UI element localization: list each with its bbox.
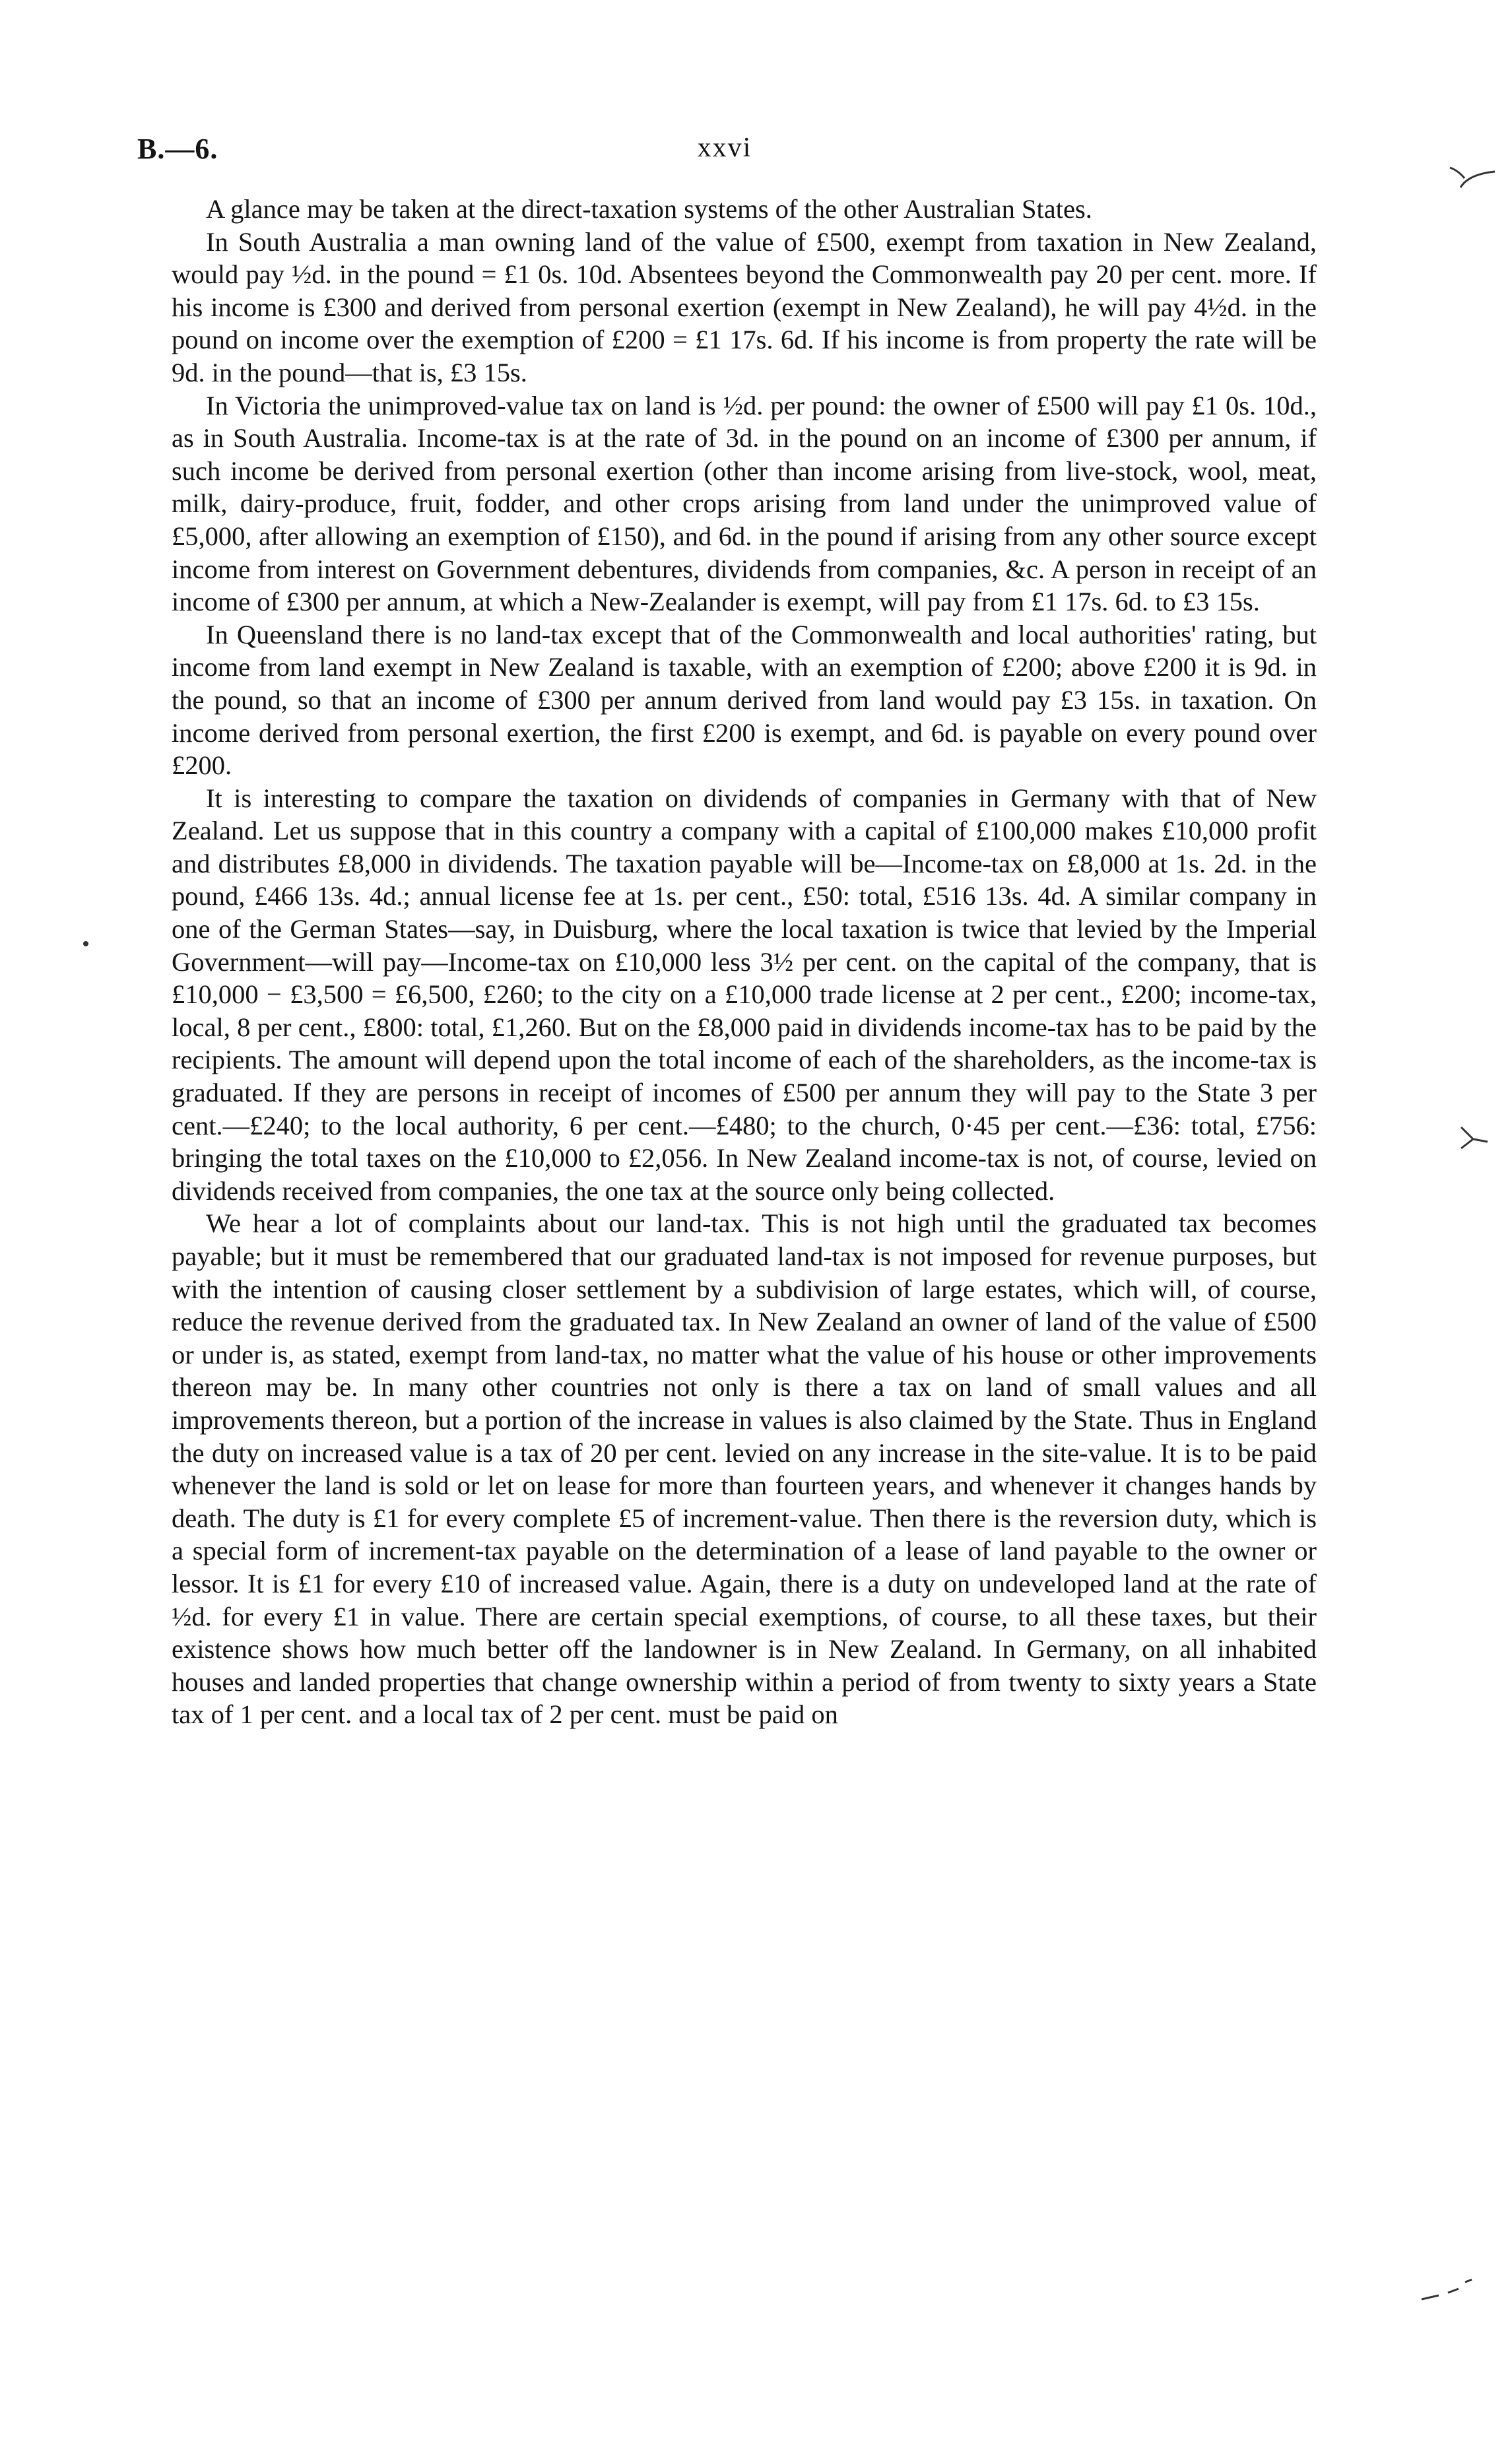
margin-dash-mark [1419, 2270, 1478, 2310]
margin-scribble-mark [1449, 158, 1508, 211]
paragraph-queensland: In Queensland there is no land-tax except that of the Commonwealth and local authorities' rating, but income from land exempt in New Zealand is taxable, with an exemption of £200; above £200 it is 9d. in the pound, so that an income of £300 per annum derived from land would pay £3 15s. in taxation. On income derived from personal exertion, the first £200 is exempt, and 6d. is payable on every pound over £200. [172, 619, 1317, 781]
paragraph-land-tax: We hear a lot of complaints about our land-tax. This is not high until the graduated tax becomes payable; but it must be remembered that our graduated land-tax is not imposed for revenue purposes, but with the intention of causing closer settlement by a subdivision of large estates, which will, of course, reduce the revenue derived from the graduated tax. In New Zealand an owner of land of the value of £500 or under is, as stated, exempt from land-tax, no matter what the value of his house or other improvements thereon may be. In many other countries not only is there a tax on land of small values and all improvements thereon, but a portion of the increase in values is also claimed by the State. Thus in England the duty on increased value is a tax of 20 per cent. levied on any increase in the site-value. It is to be paid whenever the land is sold or let on lease for more than fourteen years, and whenever it changes hands by death. The duty is £1 for every complete £5 of increment-value. Then there is the reversion duty, which is a special form of increment-tax payable on the determination of a lease of land payable to the owner or lessor. It is £1 for every £10 of increased value. Again, there is a duty on undeveloped land at the rate of ½d. for every £1 in value. There are certain special exemptions, of course, to all these taxes, but their existence shows how much better off the landowner is in New Zealand. In Germany, on all inhabited houses and landed properties that change ownership within a period of from twenty to sixty years a State tax of 1 per cent. and a local tax of 2 per cent. must be paid on [172, 1208, 1317, 1730]
paragraph-intro: A glance may be taken at the direct-taxation systems of the other Australian States. [206, 194, 1092, 224]
paragraph-germany-dividends: It is interesting to compare the taxation on dividends of companies in Germany with that of New Zealand. Let us suppose that in this country a company with a capital of £100,000 makes £10,000 profit and distributes £8,000 in dividends. The taxation payable will be—Income-tax on £8,000 at 1s. 2d. in the pound, £466 13s. 4d.; annual license fee at 1s. per cent., £50: total, £516 13s. 4d. A similar company in one of the German States—say, in Duisburg, where the local taxation is twice that levied by the Imperial Government—will pay—Income-tax on £10,000 less 3½ per cent. on the capital of the company, that is £10,000 − £3,500 = £6,500, £260; to the city on a £10,000 trade license at 2 per cent., £200; income-tax, local, 8 per cent., £800: total, £1,260. But on the £8,000 paid in dividends income-tax has to be paid by the recipients. The amount will depend upon the total income of each of the shareholders, as the income-tax is graduated. If they are persons in receipt of incomes of £500 per annum they will pay to the State 3 per cent.—£240; to the local authority, 6 per cent.—£480; to the church, 0·45 per cent.—£36: total, £756: bringing the total taxes on the £10,000 to £2,056. In New Zealand income-tax is not, of course, levied on dividends received from companies, the one tax at the source only being collected. [172, 783, 1317, 1206]
paragraph-victoria: In Victoria the unimproved-value tax on land is ½d. per pound: the owner of £500 will pay £1 0s. 10d., as in South Australia. Income-tax is at the rate of 3d. in the pound on an income of £300 per annum, if such income be derived from personal exertion (other than income arising from live-stock, wool, meat, milk, dairy-produce, fruit, fodder, and other crops arising from land under the unimproved value of £5,000, after allowing an exemption of £150), and 6d. in the pound if arising from any other source except income from interest on Government debentures, dividends from companies, &c. A person in receipt of an income of £300 per annum, at which a New-Zealander is exempt, will pay from £1 17s. 6d. to £3 15s. [172, 390, 1317, 617]
page-header [137, 132, 1312, 172]
document-reference: B.—6. [137, 133, 218, 165]
body-text [172, 193, 1317, 1731]
page-number: xxvi [697, 133, 752, 163]
margin-arrow-mark [1459, 1122, 1498, 1162]
paragraph-south-australia: In South Australia a man owning land of the value of £500, exempt from taxation in New Zealand, would pay ½d. in the pound = £1 0s. 10d. Absentees beyond the Commonwealth pay 20 per cent. more. If his income is £300 and derived from personal exertion (exempt in New Zealand), he will pay 4½d. in the pound on income over the exemption of £200 = £1 17s. 6d. If his income is from property the rate will be 9d. in the pound—that is, £3 15s. [172, 226, 1317, 387]
margin-dot-mark [79, 937, 92, 950]
